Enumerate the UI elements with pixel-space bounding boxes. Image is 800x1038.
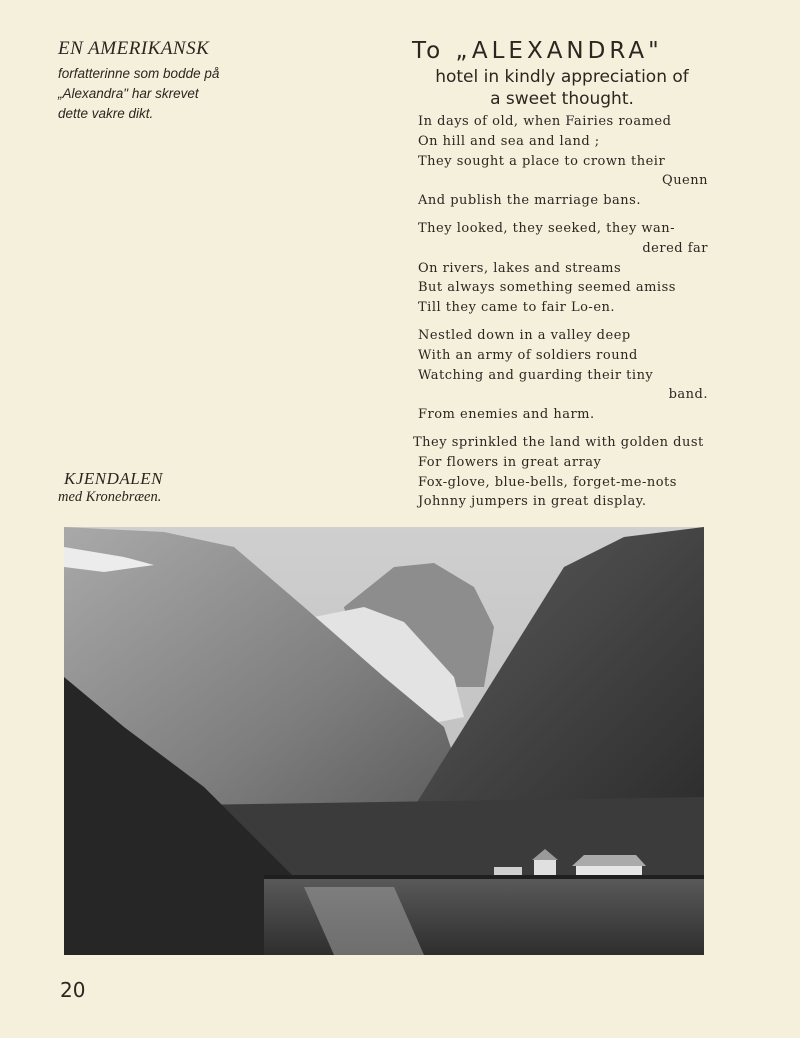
- poem-title-sub: hotel in kindly appreciation of: [435, 67, 689, 87]
- poem-stanza: [418, 326, 708, 425]
- intro-caption: [58, 38, 258, 124]
- poem-body: [413, 112, 708, 520]
- poem-line: They sought a place to crown their: [418, 153, 666, 169]
- poem-line: dered far: [642, 240, 708, 256]
- poem-title-sub: a sweet thought.: [490, 89, 634, 109]
- intro-line: dette vakre dikt.: [58, 106, 154, 121]
- intro-heading: EN AMERIKANSK: [58, 38, 210, 59]
- poem-line: Johnny jumpers in great display.: [418, 494, 647, 510]
- poem-line: They sprinkled the land with golden dust: [413, 434, 704, 450]
- poem-line: band.: [668, 387, 708, 403]
- poem-title: [412, 36, 712, 110]
- poem-stanza: [418, 112, 708, 211]
- intro-line: forfatterinne som bodde på: [58, 66, 220, 81]
- poem-line: They looked, they seeked, they wan-: [418, 220, 676, 236]
- poem-line: And publish the marriage bans.: [418, 193, 641, 209]
- intro-text: [58, 64, 258, 124]
- landscape-photo-graphic: [64, 527, 704, 955]
- poem-line: On hill and sea and land ;: [418, 133, 600, 149]
- poem-line: Quenn: [662, 173, 708, 189]
- poem-title-main: To „ALEXANDRA": [412, 38, 663, 64]
- poem-stanza: [418, 219, 708, 318]
- photo-caption-subtitle: med Kronebræen.: [58, 489, 162, 505]
- poem-line: But always something seemed amiss: [418, 280, 676, 296]
- poem-line: Till they came to fair Lo-en.: [418, 300, 616, 316]
- poem-line: Watching and guarding their tiny: [418, 367, 654, 383]
- photo-caption: [58, 469, 278, 506]
- photo-caption-title: KJENDALEN: [64, 469, 163, 488]
- poem-line: For flowers in great array: [418, 454, 602, 470]
- page-number: 20: [60, 978, 86, 1002]
- intro-line: „Alexandra" har skrevet: [58, 86, 199, 101]
- poem-line: From enemies and harm.: [418, 407, 595, 423]
- poem-line: Nestled down in a valley deep: [418, 327, 631, 343]
- poem-line: Fox-glove, blue-bells, forget-me-nots: [418, 474, 677, 490]
- shoreline: [264, 875, 704, 879]
- poem-line: On rivers, lakes and streams: [418, 260, 622, 276]
- poem-line: In days of old, when Fairies roamed: [418, 114, 672, 129]
- poem-stanza: [413, 433, 708, 512]
- landscape-photo: [64, 527, 704, 955]
- poem-line: With an army of soldiers round: [418, 347, 638, 363]
